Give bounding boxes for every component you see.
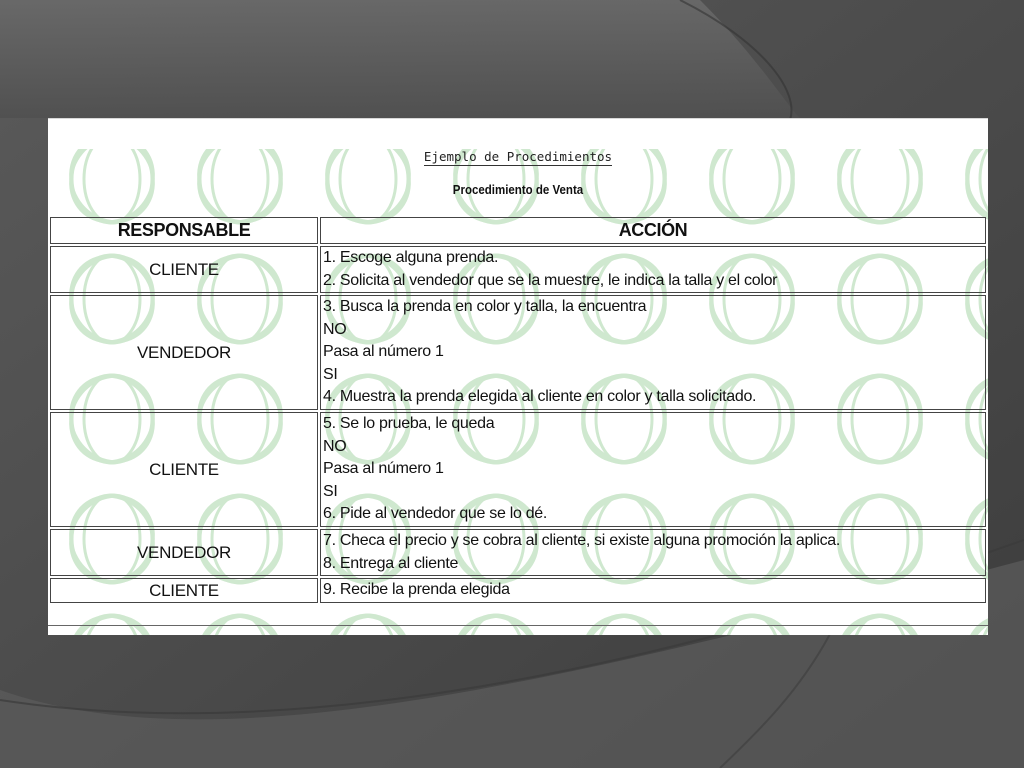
accion-line: 1. Escoge alguna prenda.	[323, 249, 499, 266]
accion-cell	[320, 578, 986, 603]
accion-line: 3. Busca la prenda en color y talla, la encuentra	[323, 298, 647, 315]
accion-cell	[320, 529, 986, 576]
responsable-cell: VENDEDOR	[50, 295, 318, 410]
table-row	[50, 295, 986, 410]
accion-line: 2. Solicita al vendedor que se la muestre, le indica la talla y el color	[323, 271, 778, 289]
document-title: Ejemplo de Procedimientos	[423, 149, 613, 164]
header-accion: ACCIÓN	[320, 217, 986, 244]
procedure-document	[48, 118, 988, 635]
accion-line: Pasa al número 1	[323, 460, 444, 477]
header-responsable: RESPONSABLE	[50, 217, 318, 244]
accion-cell	[320, 246, 986, 293]
responsable-cell: CLIENTE	[50, 578, 318, 603]
procedure-table	[48, 215, 988, 605]
table-row	[50, 578, 986, 603]
table-bottom-border	[48, 625, 988, 635]
table-row	[50, 246, 986, 293]
accion-line: NO	[323, 437, 347, 455]
accion-line: 6. Pide al vendedor que se lo dé.	[323, 505, 548, 522]
table-body	[50, 246, 986, 603]
document-subtitle: Procedimiento de Venta	[452, 183, 584, 197]
accion-line: 5. Se lo prueba, le queda	[323, 415, 495, 432]
responsable-cell: CLIENTE	[50, 246, 318, 293]
accion-line: 8. Entrega al cliente	[323, 554, 459, 572]
accion-line: 9. Recibe la prenda elegida	[323, 581, 510, 598]
responsable-cell: VENDEDOR	[50, 529, 318, 576]
accion-line: SI	[323, 365, 338, 383]
accion-cell	[320, 295, 986, 410]
accion-line: NO	[323, 320, 347, 338]
accion-line: Pasa al número 1	[323, 343, 444, 360]
table-row	[50, 412, 986, 527]
accion-line: SI	[323, 482, 338, 500]
accion-cell	[320, 412, 986, 527]
accion-line: 4. Muestra la prenda elegida al cliente en color y talla solicitado.	[323, 388, 757, 405]
table-row	[50, 529, 986, 576]
responsable-cell: CLIENTE	[50, 412, 318, 527]
table-header-row	[50, 217, 986, 244]
accion-line: 7. Checa el precio y se cobra al cliente, si existe alguna promoción la aplica.	[323, 532, 841, 549]
